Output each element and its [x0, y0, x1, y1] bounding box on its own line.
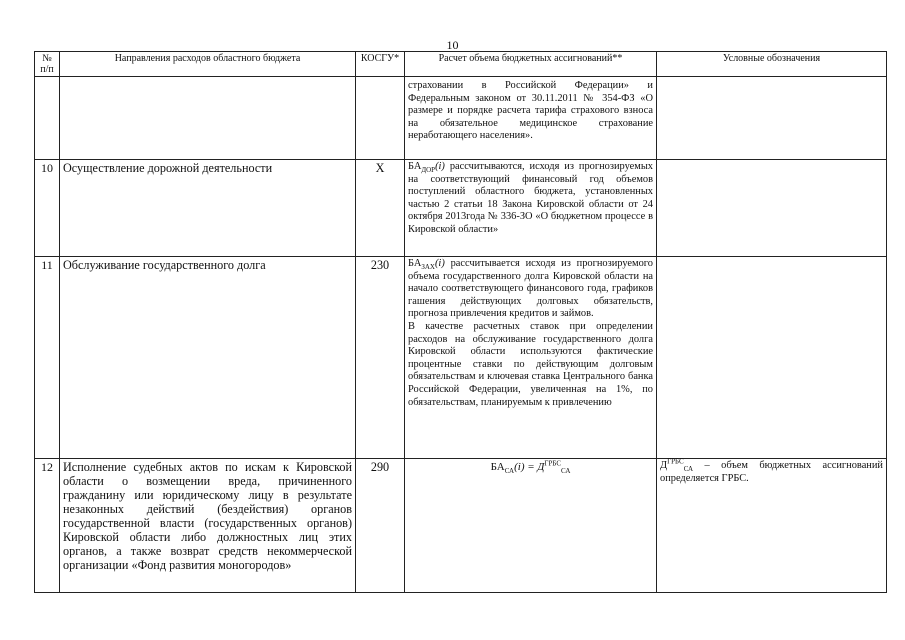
row-direction: Исполнение судебных актов по искам к Кировской области о возмещении вреда, причиненного гражданину или юридическому лицу в результате незаконных действий (бездействия) органов государственной власти (государственных органов) Кировской области либо должностных лиц этих органов, а также возврат средств некоммерческой организации «Фонд развития моногородов»: [60, 459, 356, 593]
row-direction: [60, 77, 356, 160]
row-kosgu: Х: [356, 160, 405, 257]
legend-symbol-sub: СА: [683, 465, 694, 474]
header-kosgu: КОСГУ*: [356, 52, 405, 77]
calc-symbol-sub: ДОР: [421, 166, 436, 175]
calc-symbol: БА: [408, 161, 422, 172]
formula-arg: (i) = Д: [514, 461, 545, 473]
row-num: [35, 77, 60, 160]
calc-arg: (i): [434, 258, 445, 269]
row-legend: [657, 459, 887, 593]
header-calc: Расчет объема бюджетных ассигнований**: [405, 52, 657, 77]
row-legend: [657, 257, 887, 459]
row-num: 11: [35, 257, 60, 459]
calc-symbol: БА: [408, 258, 422, 269]
legend-symbol-sup: ГРБС: [667, 457, 684, 466]
header-num: № п/п: [35, 52, 60, 77]
row-calc: [405, 257, 657, 459]
calc-text: рассчитывается исходя из прогнозируемого объема государственного долга Кировской области на начало соответствующего финансового года, графиков гашения действующих долговых обязательств, прогноза привлечения кредитов и займов.: [408, 258, 653, 320]
table-row: [35, 77, 887, 160]
row-formula: [405, 459, 657, 593]
legend-text: – объем бюджетных ассигнований определяется ГРБС.: [660, 460, 883, 484]
header-legend: Условные обозначения: [657, 52, 887, 77]
legend-symbol: Д: [660, 460, 668, 471]
row-num: 12: [35, 459, 60, 593]
row-legend: [657, 160, 887, 257]
formula-rhs-sub: СА: [561, 467, 571, 476]
row-direction: Осуществление дорожной деятельности: [60, 160, 356, 257]
row-kosgu: [356, 77, 405, 160]
calc-arg: (i): [435, 161, 445, 172]
row-calc: страховании в Российской Федерации» и Федеральным законом от 30.11.2011 № 354-ФЗ «О размере и порядке расчета тарифа страхового взноса на обязательное медицинское страхование неработающего населения».: [405, 77, 657, 160]
row-direction: Обслуживание государственного долга: [60, 257, 356, 459]
header-direction: Направления расходов областного бюджета: [60, 52, 356, 77]
row-num: 10: [35, 160, 60, 257]
formula-lhs: БА: [490, 461, 505, 473]
table-header-row: [35, 52, 887, 77]
table-row: [35, 257, 887, 459]
formula-rhs-sup: ГРБС: [544, 459, 562, 468]
page-number: 10: [446, 38, 459, 52]
row-kosgu: 290: [356, 459, 405, 593]
calc-text-paragraph-2: В качестве расчетных ставок при определении расходов на обслуживание государственного долга Кировской области используются фактические процентные ставки по действующим долговым обязательствам и ключевая ставка Центрального банка Российской Федерации, увеличенная на 1%, по обязательствам, планируемым к привлечению: [408, 320, 653, 408]
calc-symbol-sub: ЗАХ: [421, 263, 435, 272]
row-calc: [405, 160, 657, 257]
table-row: [35, 160, 887, 257]
row-kosgu: 230: [356, 257, 405, 459]
formula-lhs-sub: СА: [504, 467, 515, 476]
budget-table: [34, 51, 887, 593]
row-legend: [657, 77, 887, 160]
calc-text: рассчитываются, исходя из прогнозируемых на соответствующий финансовый год объемов поступлений областного бюджета, установленных частью 2 статьи 18 Закона Кировской области от 24 октября 2013года № 336-ЗО «О бюджетном процессе в Кировской области»: [408, 161, 653, 235]
table-row: [35, 459, 887, 593]
